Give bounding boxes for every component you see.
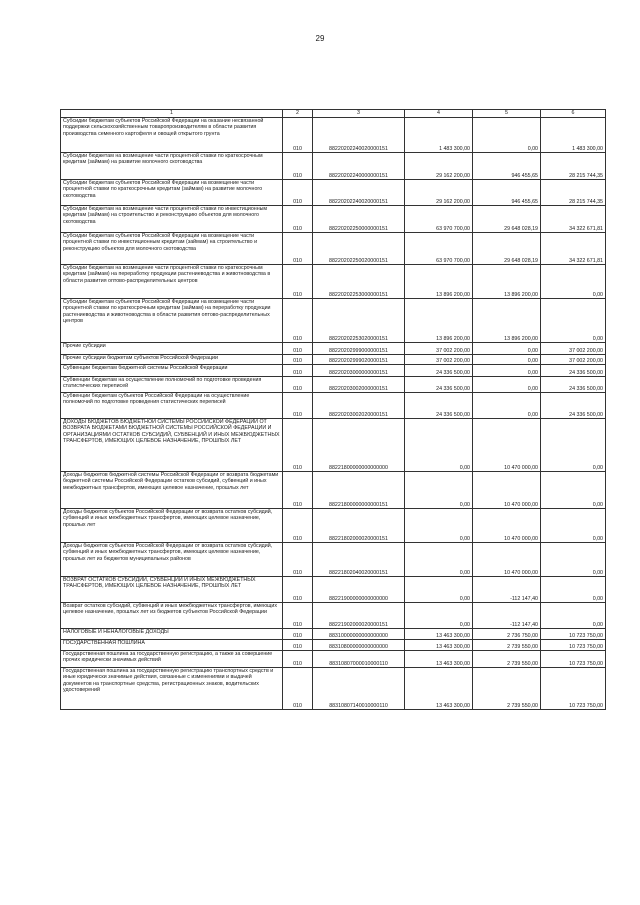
row-line-code: 010 (283, 233, 313, 265)
row-line-code: 010 (283, 153, 313, 180)
table-row (61, 629, 606, 640)
row-line-code: 010 (283, 543, 313, 577)
row-line-code: 010 (283, 668, 313, 710)
row-executed: 0,00 (473, 355, 541, 365)
row-executed: -112 147,40 (473, 577, 541, 603)
row-name: Доходы бюджетов бюджетной системы Российской Федерации от возврата бюджетами бюджетной системы Российской Федерации остатков субсидий, субвенций и иных межбюджетных трансфертов, имеющих целевое назначение, прошлых лет (61, 472, 283, 509)
table-row (61, 206, 606, 233)
row-approved: 13 463 300,00 (405, 629, 473, 640)
table-row (61, 419, 606, 472)
row-name: Субсидии бюджетам на возмещение части процентной ставки по инвестиционным кредитам (займам) на строительство и реконструкцию объектов для молочного скотоводства (61, 206, 283, 233)
row-remaining: 0,00 (541, 299, 606, 343)
row-income-code: 88221802040020000151 (313, 543, 405, 577)
row-approved: 63 970 700,00 (405, 233, 473, 265)
row-executed: 946 455,65 (473, 180, 541, 206)
row-remaining: 24 336 500,00 (541, 377, 606, 393)
row-income-code: 88220203002000000151 (313, 377, 405, 393)
row-line-code: 010 (283, 419, 313, 472)
row-name: ДОХОДЫ БЮДЖЕТОВ БЮДЖЕТНОЙ СИСТЕМЫ РОССИЙСКОЙ ФЕДЕРАЦИИ ОТ ВОЗВРАТА БЮДЖЕТАМИ БЮДЖЕТНОЙ СИСТЕМЫ РОССИЙСКОЙ ФЕДЕРАЦИИ И ОРГАНИЗАЦИЯМИ ОСТАТКОВ СУБСИДИЙ, СУБВЕНЦИЙ И ИНЫХ МЕЖБЮДЖЕТНЫХ ТРАНСФЕРТОВ, ИМЕЮЩИХ ЦЕЛЕВОЕ НАЗНАЧЕНИЕ, ПРОШЛЫХ ЛЕТ (61, 419, 283, 472)
row-remaining: 37 002 200,00 (541, 343, 606, 355)
table-row (61, 543, 606, 577)
row-executed: 13 896 200,00 (473, 265, 541, 299)
row-remaining: 0,00 (541, 419, 606, 472)
row-remaining: 34 322 671,81 (541, 233, 606, 265)
table-row (61, 577, 606, 603)
header-col-1: 1 (61, 110, 283, 118)
row-income-code: 88220202240020000151 (313, 180, 405, 206)
row-remaining: 1 483 300,00 (541, 118, 606, 153)
row-name: Государственная пошлина за государственную регистрацию транспортных средств и иные юридически значимые действия, связанные с изменениями и выдачей документов на транспортные средства, регистрационных знаков, водительских удостоверений (61, 668, 283, 710)
row-remaining: 10 723 750,00 (541, 668, 606, 710)
row-approved: 37 002 200,00 (405, 343, 473, 355)
row-income-code: 88220203000000000151 (313, 365, 405, 377)
table-header-row (61, 110, 606, 118)
row-line-code: 010 (283, 180, 313, 206)
row-income-code: 88310000000000000000 (313, 629, 405, 640)
table-row (61, 118, 606, 153)
row-approved: 0,00 (405, 419, 473, 472)
row-income-code: 88221802000020000151 (313, 509, 405, 543)
row-remaining: 0,00 (541, 577, 606, 603)
row-executed: 29 648 028,19 (473, 233, 541, 265)
row-name: Субвенции бюджетам бюджетной системы Российской Федерации (61, 365, 283, 377)
header-col-6: 6 (541, 110, 606, 118)
table-row (61, 377, 606, 393)
row-executed: 0,00 (473, 377, 541, 393)
row-executed: 29 648 028,19 (473, 206, 541, 233)
row-executed: -112 147,40 (473, 603, 541, 629)
row-executed: 10 470 000,00 (473, 419, 541, 472)
row-approved: 13 463 300,00 (405, 651, 473, 668)
row-income-code: 88221900000000000000 (313, 577, 405, 603)
table-row (61, 180, 606, 206)
row-approved: 37 002 200,00 (405, 355, 473, 365)
row-income-code: 88221800000000000000 (313, 419, 405, 472)
row-income-code: 88220203002020000151 (313, 393, 405, 419)
row-executed: 2 739 550,00 (473, 640, 541, 651)
row-remaining: 24 336 500,00 (541, 393, 606, 419)
row-income-code: 88220202240000000151 (313, 153, 405, 180)
row-approved: 0,00 (405, 603, 473, 629)
row-income-code: 88220202250020000151 (313, 233, 405, 265)
row-line-code: 010 (283, 603, 313, 629)
row-approved: 1 483 300,00 (405, 118, 473, 153)
row-approved: 29 162 200,00 (405, 180, 473, 206)
row-income-code: 88221800000000000151 (313, 472, 405, 509)
row-name: Субсидии бюджетам на возмещение части процентной ставки по краткосрочным кредитам (займам) на переработку продукции растениеводства и животноводства в области развития оптово-распределительных центров (61, 265, 283, 299)
row-executed: 2 736 750,00 (473, 629, 541, 640)
row-remaining: 10 723 750,00 (541, 651, 606, 668)
row-name: ВОЗВРАТ ОСТАТКОВ СУБСИДИЙ, СУБВЕНЦИЙ И ИНЫХ МЕЖБЮДЖЕТНЫХ ТРАНСФЕРТОВ, ИМЕЮЩИХ ЦЕЛЕВОЕ НАЗНАЧЕНИЕ, ПРОШЛЫХ ЛЕТ (61, 577, 283, 603)
row-approved: 0,00 (405, 509, 473, 543)
row-approved: 13 463 300,00 (405, 640, 473, 651)
row-income-code: 88220202240020000151 (313, 118, 405, 153)
table-row (61, 355, 606, 365)
table-row (61, 603, 606, 629)
table-body (61, 110, 606, 710)
row-name: Государственная пошлина за государственную регистрацию, а также за совершение прочих юридически значимых действий (61, 651, 283, 668)
row-approved: 0,00 (405, 577, 473, 603)
row-executed: 0,00 (473, 343, 541, 355)
table-row (61, 153, 606, 180)
row-name: Субвенции бюджетам на осуществление полномочий по подготовке проведения статистических переписей (61, 377, 283, 393)
table-row (61, 651, 606, 668)
table-row (61, 393, 606, 419)
row-name: Субсидии бюджетам субъектов Российской Федерации на возмещение части процентной ставки по краткосрочным кредитам (займам) на переработку продукции растениеводства и животноводства в области развития оптово-распределительных центров (61, 299, 283, 343)
row-line-code: 010 (283, 365, 313, 377)
table-row (61, 472, 606, 509)
row-income-code: 88220202999020000151 (313, 355, 405, 365)
row-executed: 2 739 550,00 (473, 651, 541, 668)
row-remaining: 0,00 (541, 265, 606, 299)
row-approved: 13 896 200,00 (405, 265, 473, 299)
row-line-code: 010 (283, 577, 313, 603)
row-line-code: 010 (283, 299, 313, 343)
row-remaining: 0,00 (541, 472, 606, 509)
row-name: Прочие субсидии (61, 343, 283, 355)
row-line-code: 010 (283, 393, 313, 419)
row-remaining: 24 336 500,00 (541, 365, 606, 377)
row-income-code: 88220202253000000151 (313, 265, 405, 299)
row-name: Субсидии бюджетам субъектов Российской Федерации на возмещение части процентной ставки по инвестиционным кредитам (займам) на строительство и реконструкцию объектов для молочного скотоводства (61, 233, 283, 265)
row-line-code: 010 (283, 509, 313, 543)
row-name: Субсидии бюджетам на возмещение части процентной ставки по краткосрочным кредитам (займам) на развитие молочного скотоводства (61, 153, 283, 180)
row-remaining: 10 723 750,00 (541, 640, 606, 651)
row-line-code: 010 (283, 343, 313, 355)
row-executed: 10 470 000,00 (473, 543, 541, 577)
row-remaining: 0,00 (541, 509, 606, 543)
page-number: 29 (315, 34, 325, 43)
row-income-code: 88310807000010000110 (313, 651, 405, 668)
row-income-code: 88220202999000000151 (313, 343, 405, 355)
row-name: НАЛОГОВЫЕ И НЕНАЛОГОВЫЕ ДОХОДЫ (61, 629, 283, 640)
row-remaining: 37 002 200,00 (541, 355, 606, 365)
row-name: Прочие субсидии бюджетам субъектов Российской Федерации (61, 355, 283, 365)
table-row (61, 509, 606, 543)
row-approved: 24 336 500,00 (405, 377, 473, 393)
row-line-code: 010 (283, 629, 313, 640)
row-line-code: 010 (283, 118, 313, 153)
row-executed: 0,00 (473, 365, 541, 377)
table-row (61, 233, 606, 265)
row-name: Доходы бюджетов субъектов Российской Федерации от возврата остатков субсидий, субвенций и иных межбюджетных трансфертов, имеющих целевое назначение, прошлых лет из бюджетов муниципальных районов (61, 543, 283, 577)
row-approved: 0,00 (405, 543, 473, 577)
row-remaining: 0,00 (541, 603, 606, 629)
row-executed: 13 896 200,00 (473, 299, 541, 343)
header-col-5: 5 (473, 110, 541, 118)
row-executed: 10 470 000,00 (473, 472, 541, 509)
row-name: Субсидии бюджетам субъектов Российской Федерации на возмещение части процентной ставки по краткосрочным кредитам (займам) на развитие молочного скотоводства (61, 180, 283, 206)
row-name: Возврат остатков субсидий, субвенций и иных межбюджетных трансфертов, имеющих целевое назначение, прошлых лет из бюджетов субъектов Российской Федерации (61, 603, 283, 629)
row-executed: 0,00 (473, 393, 541, 419)
row-remaining: 34 322 671,81 (541, 206, 606, 233)
row-executed: 0,00 (473, 118, 541, 153)
table-row (61, 640, 606, 651)
row-line-code: 010 (283, 206, 313, 233)
row-approved: 0,00 (405, 472, 473, 509)
row-line-code: 010 (283, 472, 313, 509)
row-remaining: 0,00 (541, 543, 606, 577)
header-col-3: 3 (313, 110, 405, 118)
header-col-4: 4 (405, 110, 473, 118)
row-name: ГОСУДАРСТВЕННАЯ ПОШЛИНА (61, 640, 283, 651)
row-remaining: 28 215 744,35 (541, 180, 606, 206)
table-row (61, 299, 606, 343)
row-approved: 29 162 200,00 (405, 153, 473, 180)
row-income-code: 88220202253020000151 (313, 299, 405, 343)
table-row (61, 343, 606, 355)
row-income-code: 88220202250000000151 (313, 206, 405, 233)
row-line-code: 010 (283, 640, 313, 651)
row-approved: 13 896 200,00 (405, 299, 473, 343)
row-executed: 946 455,65 (473, 153, 541, 180)
table-row (61, 668, 606, 710)
row-name: Доходы бюджетов субъектов Российской Федерации от возврата остатков субсидий, субвенций и иных межбюджетных трансфертов, имеющих целевое назначение, прошлых лет (61, 509, 283, 543)
row-name: Субсидии бюджетам субъектов Российской Федерации на оказание несвязанной поддержки сельскохозяйственным товаропроизводителям в области развития производства семенного картофеля и овощей открытого грунта (61, 118, 283, 153)
budget-table (60, 109, 606, 710)
row-line-code: 010 (283, 265, 313, 299)
row-line-code: 010 (283, 651, 313, 668)
row-approved: 13 463 300,00 (405, 668, 473, 710)
row-line-code: 010 (283, 355, 313, 365)
table-row (61, 365, 606, 377)
row-approved: 24 336 500,00 (405, 365, 473, 377)
row-remaining: 28 215 744,35 (541, 153, 606, 180)
row-income-code: 88310800000000000000 (313, 640, 405, 651)
row-executed: 10 470 000,00 (473, 509, 541, 543)
header-col-2: 2 (283, 110, 313, 118)
row-executed: 2 739 550,00 (473, 668, 541, 710)
row-line-code: 010 (283, 377, 313, 393)
row-remaining: 10 723 750,00 (541, 629, 606, 640)
row-name: Субвенции бюджетам субъектов Российской Федерации на осуществление полномочий по подготовке проведения статистических переписей (61, 393, 283, 419)
row-income-code: 88221902000020000151 (313, 603, 405, 629)
row-approved: 24 336 500,00 (405, 393, 473, 419)
row-approved: 63 970 700,00 (405, 206, 473, 233)
row-income-code: 88310807140010000110 (313, 668, 405, 710)
table-row (61, 265, 606, 299)
